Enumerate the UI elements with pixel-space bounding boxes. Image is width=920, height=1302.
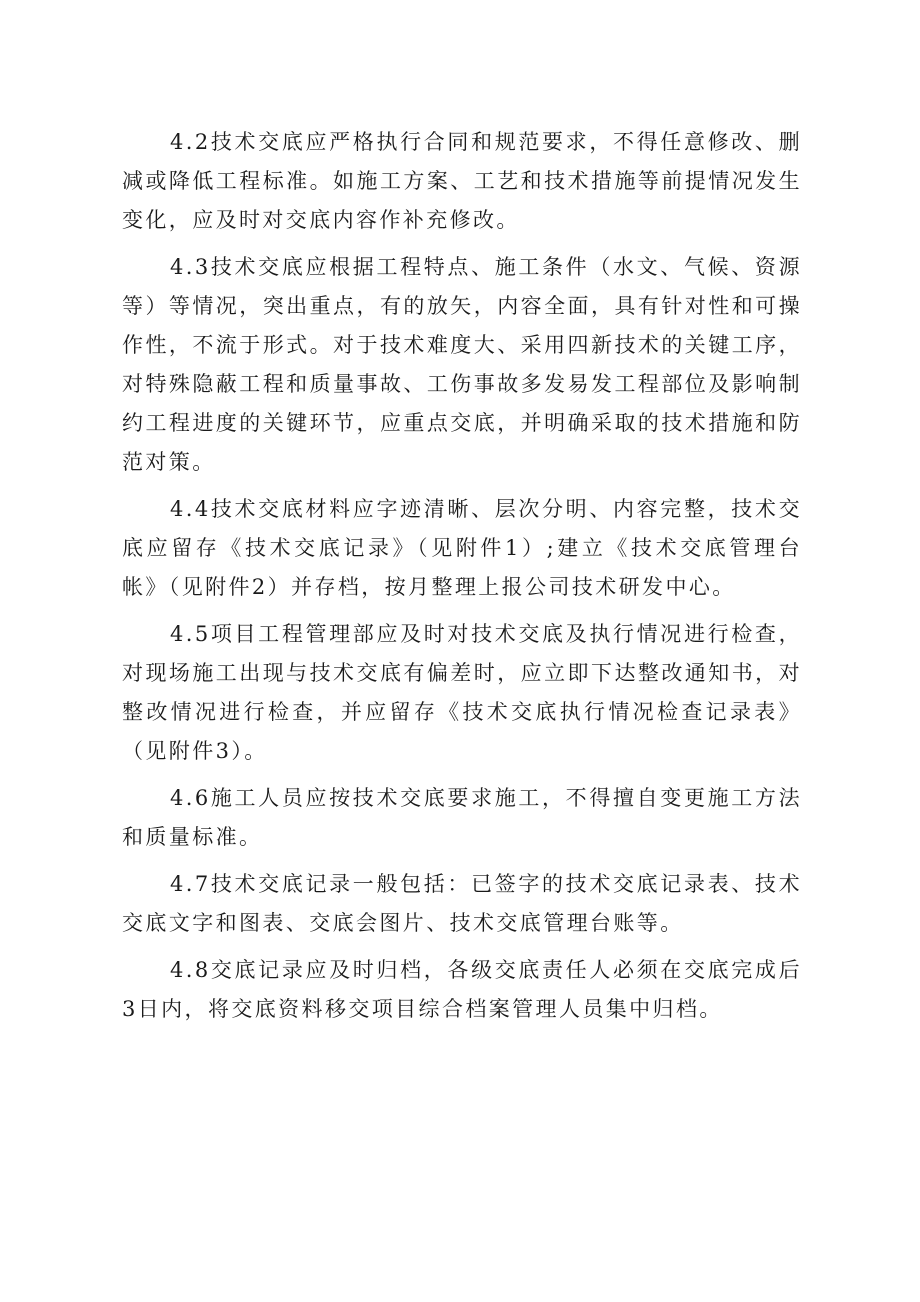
document-body — [122, 123, 802, 1029]
paragraph-4-6: 4.6施工人员应按技术交底要求施工，不得擅自变更施工方法和质量标准。 — [122, 786, 802, 849]
paragraph-4-5: 4.5项目工程管理部应及时对技术交底及执行情况进行检查，对现场施工出现与技术交底有偏差时，应立即下达整改通知书，对整改情况进行检查，并应留存《技术交底执行情况检查记录表》（见附件3）。 — [122, 622, 802, 763]
paragraph-4-8: 4.8交底记录应及时归档，各级交底责任人必须在交底完成后3日内，将交底资料移交项目综合档案管理人员集中归档。 — [122, 958, 802, 1021]
paragraph-4-3: 4.3技术交底应根据工程特点、施工条件（水文、气候、资源等）等情况，突出重点，有的放矢，内容全面，具有针对性和可操作性，不流于形式。对于技术难度大、采用四新技术的关键工序，对特殊隐蔽工程和质量事故、工伤事故多发易发工程部位及影响制约工程进度的关键环节，应重点交底，并明确采取的技术措施和防范对策。 — [122, 255, 802, 474]
paragraph-4-4: 4.4技术交底材料应字迹清晰、层次分明、内容完整，技术交底应留存《技术交底记录》（见附件1）;建立《技术交底管理台帐》（见附件2）并存档，按月整理上报公司技术研发中心。 — [122, 497, 802, 599]
paragraph-4-2: 4.2技术交底应严格执行合同和规范要求，不得任意修改、删减或降低工程标准。如施工方案、工艺和技术措施等前提情况发生变化，应及时对交底内容作补充修改。 — [122, 130, 802, 232]
paragraph-4-7: 4.7技术交底记录一般包括：已签字的技术交底记录表、技术交底文字和图表、交底会图片、技术交底管理台账等。 — [122, 872, 802, 935]
